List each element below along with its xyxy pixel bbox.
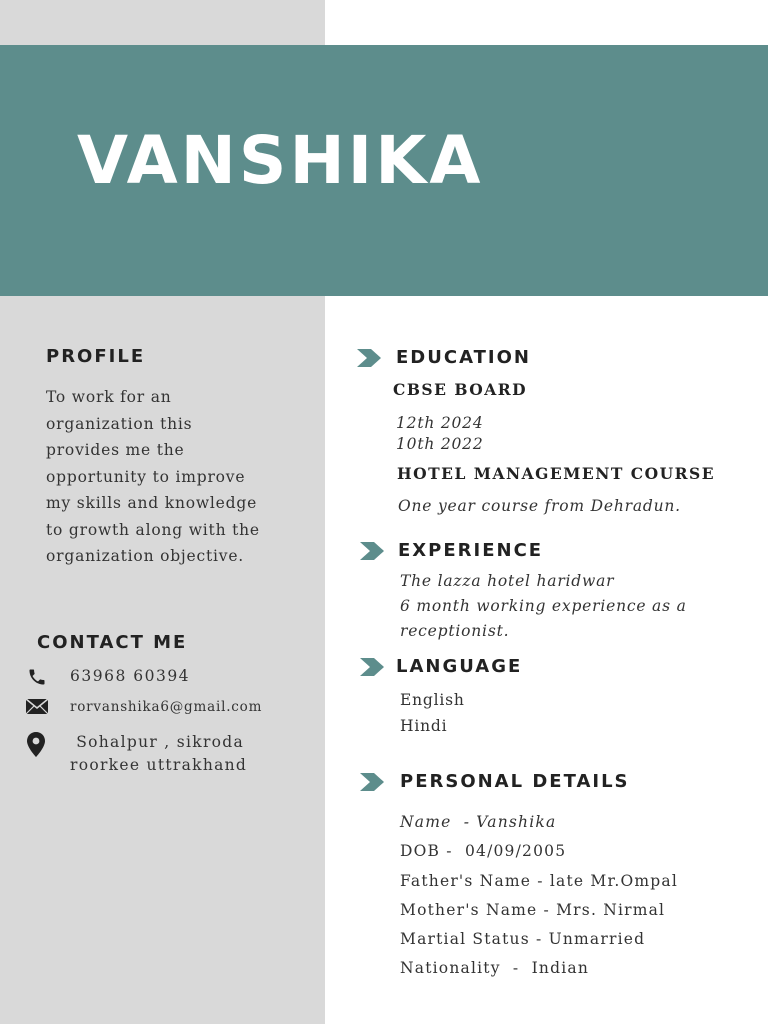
chevron-arrow-icon: [360, 773, 384, 791]
profile-line: to growth along with the: [46, 520, 260, 539]
personal-line: Mother's Name - Mrs. Nirmal: [400, 900, 666, 919]
language-list: [400, 687, 465, 739]
contact-address: [70, 731, 247, 777]
profile-line: organization objective.: [46, 547, 245, 565]
location-pin-icon: [26, 732, 46, 757]
education-heading: EDUCATION: [396, 347, 531, 368]
experience-text: [400, 569, 687, 644]
education-year: 12th 2024: [396, 414, 484, 432]
personal-heading: PERSONAL DETAILS: [400, 771, 630, 792]
language-item: English: [400, 691, 465, 709]
personal-line: Nationality - Indian: [400, 959, 589, 978]
profile-line: provides me the: [46, 441, 185, 459]
experience-heading: EXPERIENCE: [398, 540, 544, 561]
contact-heading: CONTACT ME: [37, 632, 188, 653]
profile-line: To work for an: [46, 388, 172, 406]
experience-line: 6 month working experience as a: [400, 597, 687, 615]
personal-line: Martial Status - Unmarried: [400, 930, 646, 949]
personal-details: [400, 808, 678, 984]
chevron-arrow-icon: [360, 542, 384, 560]
language-heading: LANGUAGE: [396, 656, 523, 677]
address-line: roorkee uttrakhand: [70, 756, 248, 774]
profile-line: my skills and knowledge: [46, 494, 258, 512]
chevron-arrow-icon: [360, 658, 384, 676]
education-board: CBSE BOARD: [393, 380, 528, 399]
education-year: 10th 2022: [396, 435, 484, 453]
mail-icon: [25, 698, 49, 715]
personal-line: Father's Name - late Mr.Ompal: [400, 871, 679, 890]
contact-phone[interactable]: 63968 60394: [70, 667, 191, 685]
experience-line: receptionist.: [400, 622, 510, 640]
profile-text: [46, 384, 260, 570]
personal-line: Name - Vanshika: [400, 813, 557, 831]
address-line: Sohalpur , sikroda: [70, 733, 245, 751]
education-course-detail: One year course from Dehradun.: [398, 497, 681, 515]
education-years: [396, 413, 484, 455]
profile-heading: PROFILE: [46, 346, 146, 367]
language-item: Hindi: [400, 717, 448, 735]
profile-line: opportunity to improve: [46, 467, 246, 486]
resume-name: VANSHIKA: [77, 122, 484, 199]
chevron-arrow-icon: [357, 349, 381, 367]
profile-line: organization this: [46, 414, 193, 433]
phone-icon: [27, 667, 47, 687]
contact-email[interactable]: rorvanshika6@gmail.com: [70, 699, 263, 715]
experience-line: The lazza hotel haridwar: [400, 572, 615, 590]
personal-line: DOB - 04/09/2005: [400, 842, 567, 861]
education-course: HOTEL MANAGEMENT COURSE: [397, 464, 716, 483]
